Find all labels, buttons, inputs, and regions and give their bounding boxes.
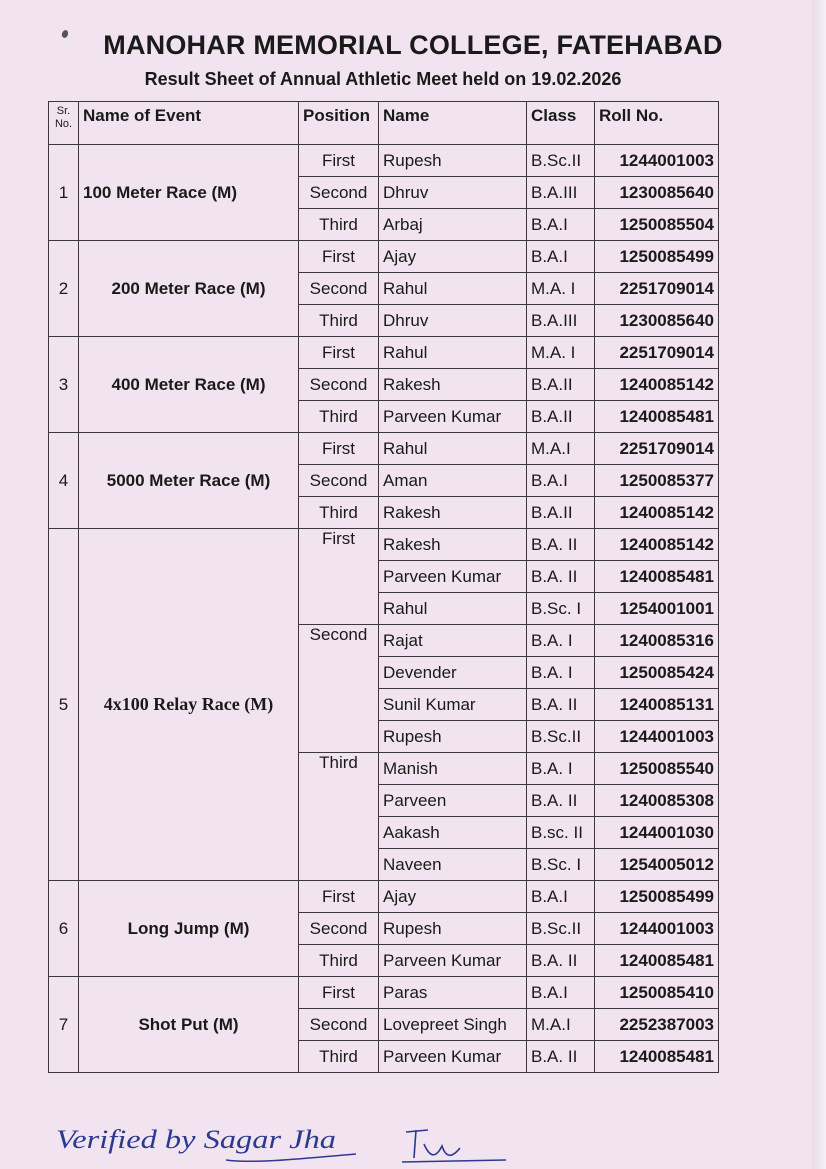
name-cell: Manish xyxy=(379,753,527,785)
class-cell: B.A.III xyxy=(527,177,595,209)
name-cell: Rupesh xyxy=(379,145,527,177)
name-cell: Naveen xyxy=(379,849,527,881)
roll-cell: 1250085410 xyxy=(595,977,719,1009)
class-cell: B.A.I xyxy=(527,209,595,241)
position-cell: Third xyxy=(299,305,379,337)
position-cell: First xyxy=(299,977,379,1009)
name-cell: Rahul xyxy=(379,337,527,369)
event-name: 200 Meter Race (M) xyxy=(79,241,299,337)
table-row xyxy=(49,433,719,465)
class-cell: B.A.I xyxy=(527,241,595,273)
class-cell: B.A. II xyxy=(527,529,595,561)
class-cell: B.Sc.II xyxy=(527,913,595,945)
sr-no: 5 xyxy=(49,529,79,881)
roll-cell: 1230085640 xyxy=(595,177,719,209)
name-cell: Parveen xyxy=(379,785,527,817)
table-header-row xyxy=(49,102,719,145)
roll-cell: 1250085499 xyxy=(595,881,719,913)
class-cell: B.A.II xyxy=(527,401,595,433)
name-cell: Rajat xyxy=(379,625,527,657)
roll-cell: 2251709014 xyxy=(595,433,719,465)
roll-cell: 1250085504 xyxy=(595,209,719,241)
position-cell: Second xyxy=(299,913,379,945)
col-header-sr-line2: No. xyxy=(54,118,73,130)
col-header-roll: Roll No. xyxy=(595,102,719,145)
event-name: 400 Meter Race (M) xyxy=(79,337,299,433)
roll-cell: 1240085308 xyxy=(595,785,719,817)
sheet-subtitle: Result Sheet of Annual Athletic Meet held on 19.02.2026 xyxy=(144,69,622,89)
position-cell: First xyxy=(299,337,379,369)
class-cell: B.A.II xyxy=(527,497,595,529)
table-row xyxy=(49,977,719,1009)
class-cell: B.A.I xyxy=(527,881,595,913)
roll-cell: 1240085131 xyxy=(595,689,719,721)
sr-no: 6 xyxy=(49,881,79,977)
class-cell: B.A. II xyxy=(527,945,595,977)
position-cell: Second xyxy=(299,273,379,305)
name-cell: Aakash xyxy=(379,817,527,849)
class-cell: B.A. II xyxy=(527,689,595,721)
class-cell: M.A. I xyxy=(527,337,595,369)
class-cell: B.A. I xyxy=(527,657,595,689)
roll-cell: 1244001003 xyxy=(595,721,719,753)
table-row xyxy=(49,529,719,561)
roll-cell: 1240085316 xyxy=(595,625,719,657)
roll-cell: 1240085481 xyxy=(595,561,719,593)
name-cell: Rakesh xyxy=(379,529,527,561)
sr-no: 2 xyxy=(49,241,79,337)
roll-cell: 1254005012 xyxy=(595,849,719,881)
class-cell: B.A. II xyxy=(527,785,595,817)
name-cell: Aman xyxy=(379,465,527,497)
class-cell: B.A.I xyxy=(527,977,595,1009)
name-cell: Rakesh xyxy=(379,369,527,401)
table-row xyxy=(49,881,719,913)
sr-no: 1 xyxy=(49,145,79,241)
page-edge xyxy=(812,0,826,1169)
position-cell: Second xyxy=(299,465,379,497)
position-cell: Second xyxy=(299,625,379,753)
name-cell: Rupesh xyxy=(379,913,527,945)
sr-no: 4 xyxy=(49,433,79,529)
roll-cell: 1244001030 xyxy=(595,817,719,849)
position-cell: First xyxy=(299,433,379,465)
signature-text: Verified by Sagar Jha xyxy=(56,1125,336,1154)
event-name: Long Jump (M) xyxy=(79,881,299,977)
name-cell: Parveen Kumar xyxy=(379,945,527,977)
name-cell: Rahul xyxy=(379,593,527,625)
roll-cell: 1230085640 xyxy=(595,305,719,337)
class-cell: B.Sc.II xyxy=(527,145,595,177)
position-cell: Third xyxy=(299,209,379,241)
roll-cell: 1240085481 xyxy=(595,1041,719,1073)
verified-signature xyxy=(56,1118,516,1166)
name-cell: Parveen Kumar xyxy=(379,401,527,433)
position-cell: Second xyxy=(299,1009,379,1041)
table-row xyxy=(49,337,719,369)
name-cell: Sunil Kumar xyxy=(379,689,527,721)
roll-cell: 1254001001 xyxy=(595,593,719,625)
sr-no: 7 xyxy=(49,977,79,1073)
position-cell: Third xyxy=(299,945,379,977)
position-cell: First xyxy=(299,241,379,273)
roll-cell: 1244001003 xyxy=(595,913,719,945)
position-cell: First xyxy=(299,881,379,913)
class-cell: B.A. I xyxy=(527,753,595,785)
name-cell: Parveen Kumar xyxy=(379,1041,527,1073)
roll-cell: 1240085142 xyxy=(595,497,719,529)
event-name: Shot Put (M) xyxy=(79,977,299,1073)
col-header-sr-line1: Sr. xyxy=(56,105,71,117)
position-cell: First xyxy=(299,529,379,625)
col-header-event: Name of Event xyxy=(79,102,299,145)
name-cell: Dhruv xyxy=(379,177,527,209)
table-row xyxy=(49,145,719,177)
name-cell: Lovepreet Singh xyxy=(379,1009,527,1041)
position-cell: First xyxy=(299,145,379,177)
name-cell: Devender xyxy=(379,657,527,689)
roll-cell: 1250085540 xyxy=(595,753,719,785)
roll-cell: 1250085377 xyxy=(595,465,719,497)
class-cell: B.A. II xyxy=(527,1041,595,1073)
col-header-class: Class xyxy=(527,102,595,145)
roll-cell: 2252387003 xyxy=(595,1009,719,1041)
roll-cell: 1244001003 xyxy=(595,145,719,177)
roll-cell: 2251709014 xyxy=(595,337,719,369)
class-cell: M.A.I xyxy=(527,433,595,465)
name-cell: Rahul xyxy=(379,433,527,465)
initials-mark xyxy=(402,1130,506,1162)
position-cell: Second xyxy=(299,177,379,209)
roll-cell: 1250085424 xyxy=(595,657,719,689)
position-cell: Third xyxy=(299,401,379,433)
class-cell: B.sc. II xyxy=(527,817,595,849)
position-cell: Third xyxy=(299,1041,379,1073)
col-header-sr xyxy=(49,102,79,145)
result-body xyxy=(49,145,719,1073)
name-cell: Ajay xyxy=(379,881,527,913)
col-header-name: Name xyxy=(379,102,527,145)
name-cell: Rakesh xyxy=(379,497,527,529)
name-cell: Paras xyxy=(379,977,527,1009)
event-name: 5000 Meter Race (M) xyxy=(79,433,299,529)
roll-cell: 1240085142 xyxy=(595,529,719,561)
roll-cell: 1250085499 xyxy=(595,241,719,273)
name-cell: Parveen Kumar xyxy=(379,561,527,593)
name-cell: Ajay xyxy=(379,241,527,273)
class-cell: M.A. I xyxy=(527,273,595,305)
class-cell: B.A.III xyxy=(527,305,595,337)
name-cell: Arbaj xyxy=(379,209,527,241)
position-cell: Third xyxy=(299,497,379,529)
roll-cell: 1240085481 xyxy=(595,945,719,977)
event-name: 4x100 Relay Race (M) xyxy=(79,529,299,881)
name-cell: Dhruv xyxy=(379,305,527,337)
class-cell: B.Sc.II xyxy=(527,721,595,753)
roll-cell: 1240085481 xyxy=(595,401,719,433)
position-cell: Second xyxy=(299,369,379,401)
class-cell: B.A. II xyxy=(527,561,595,593)
signature-underline xyxy=(226,1154,356,1161)
class-cell: B.Sc. I xyxy=(527,593,595,625)
event-name: 100 Meter Race (M) xyxy=(79,145,299,241)
col-header-position: Position xyxy=(299,102,379,145)
sr-no: 3 xyxy=(49,337,79,433)
class-cell: B.A.I xyxy=(527,465,595,497)
class-cell: B.A.II xyxy=(527,369,595,401)
result-table xyxy=(48,101,719,1073)
roll-cell: 1240085142 xyxy=(595,369,719,401)
name-cell: Rupesh xyxy=(379,721,527,753)
class-cell: B.Sc. I xyxy=(527,849,595,881)
name-cell: Rahul xyxy=(379,273,527,305)
roll-cell: 2251709014 xyxy=(595,273,719,305)
college-title: MANOHAR MEMORIAL COLLEGE, FATEHABAD xyxy=(103,30,723,60)
class-cell: M.A.I xyxy=(527,1009,595,1041)
position-cell: Third xyxy=(299,753,379,881)
class-cell: B.A. I xyxy=(527,625,595,657)
table-row xyxy=(49,241,719,273)
